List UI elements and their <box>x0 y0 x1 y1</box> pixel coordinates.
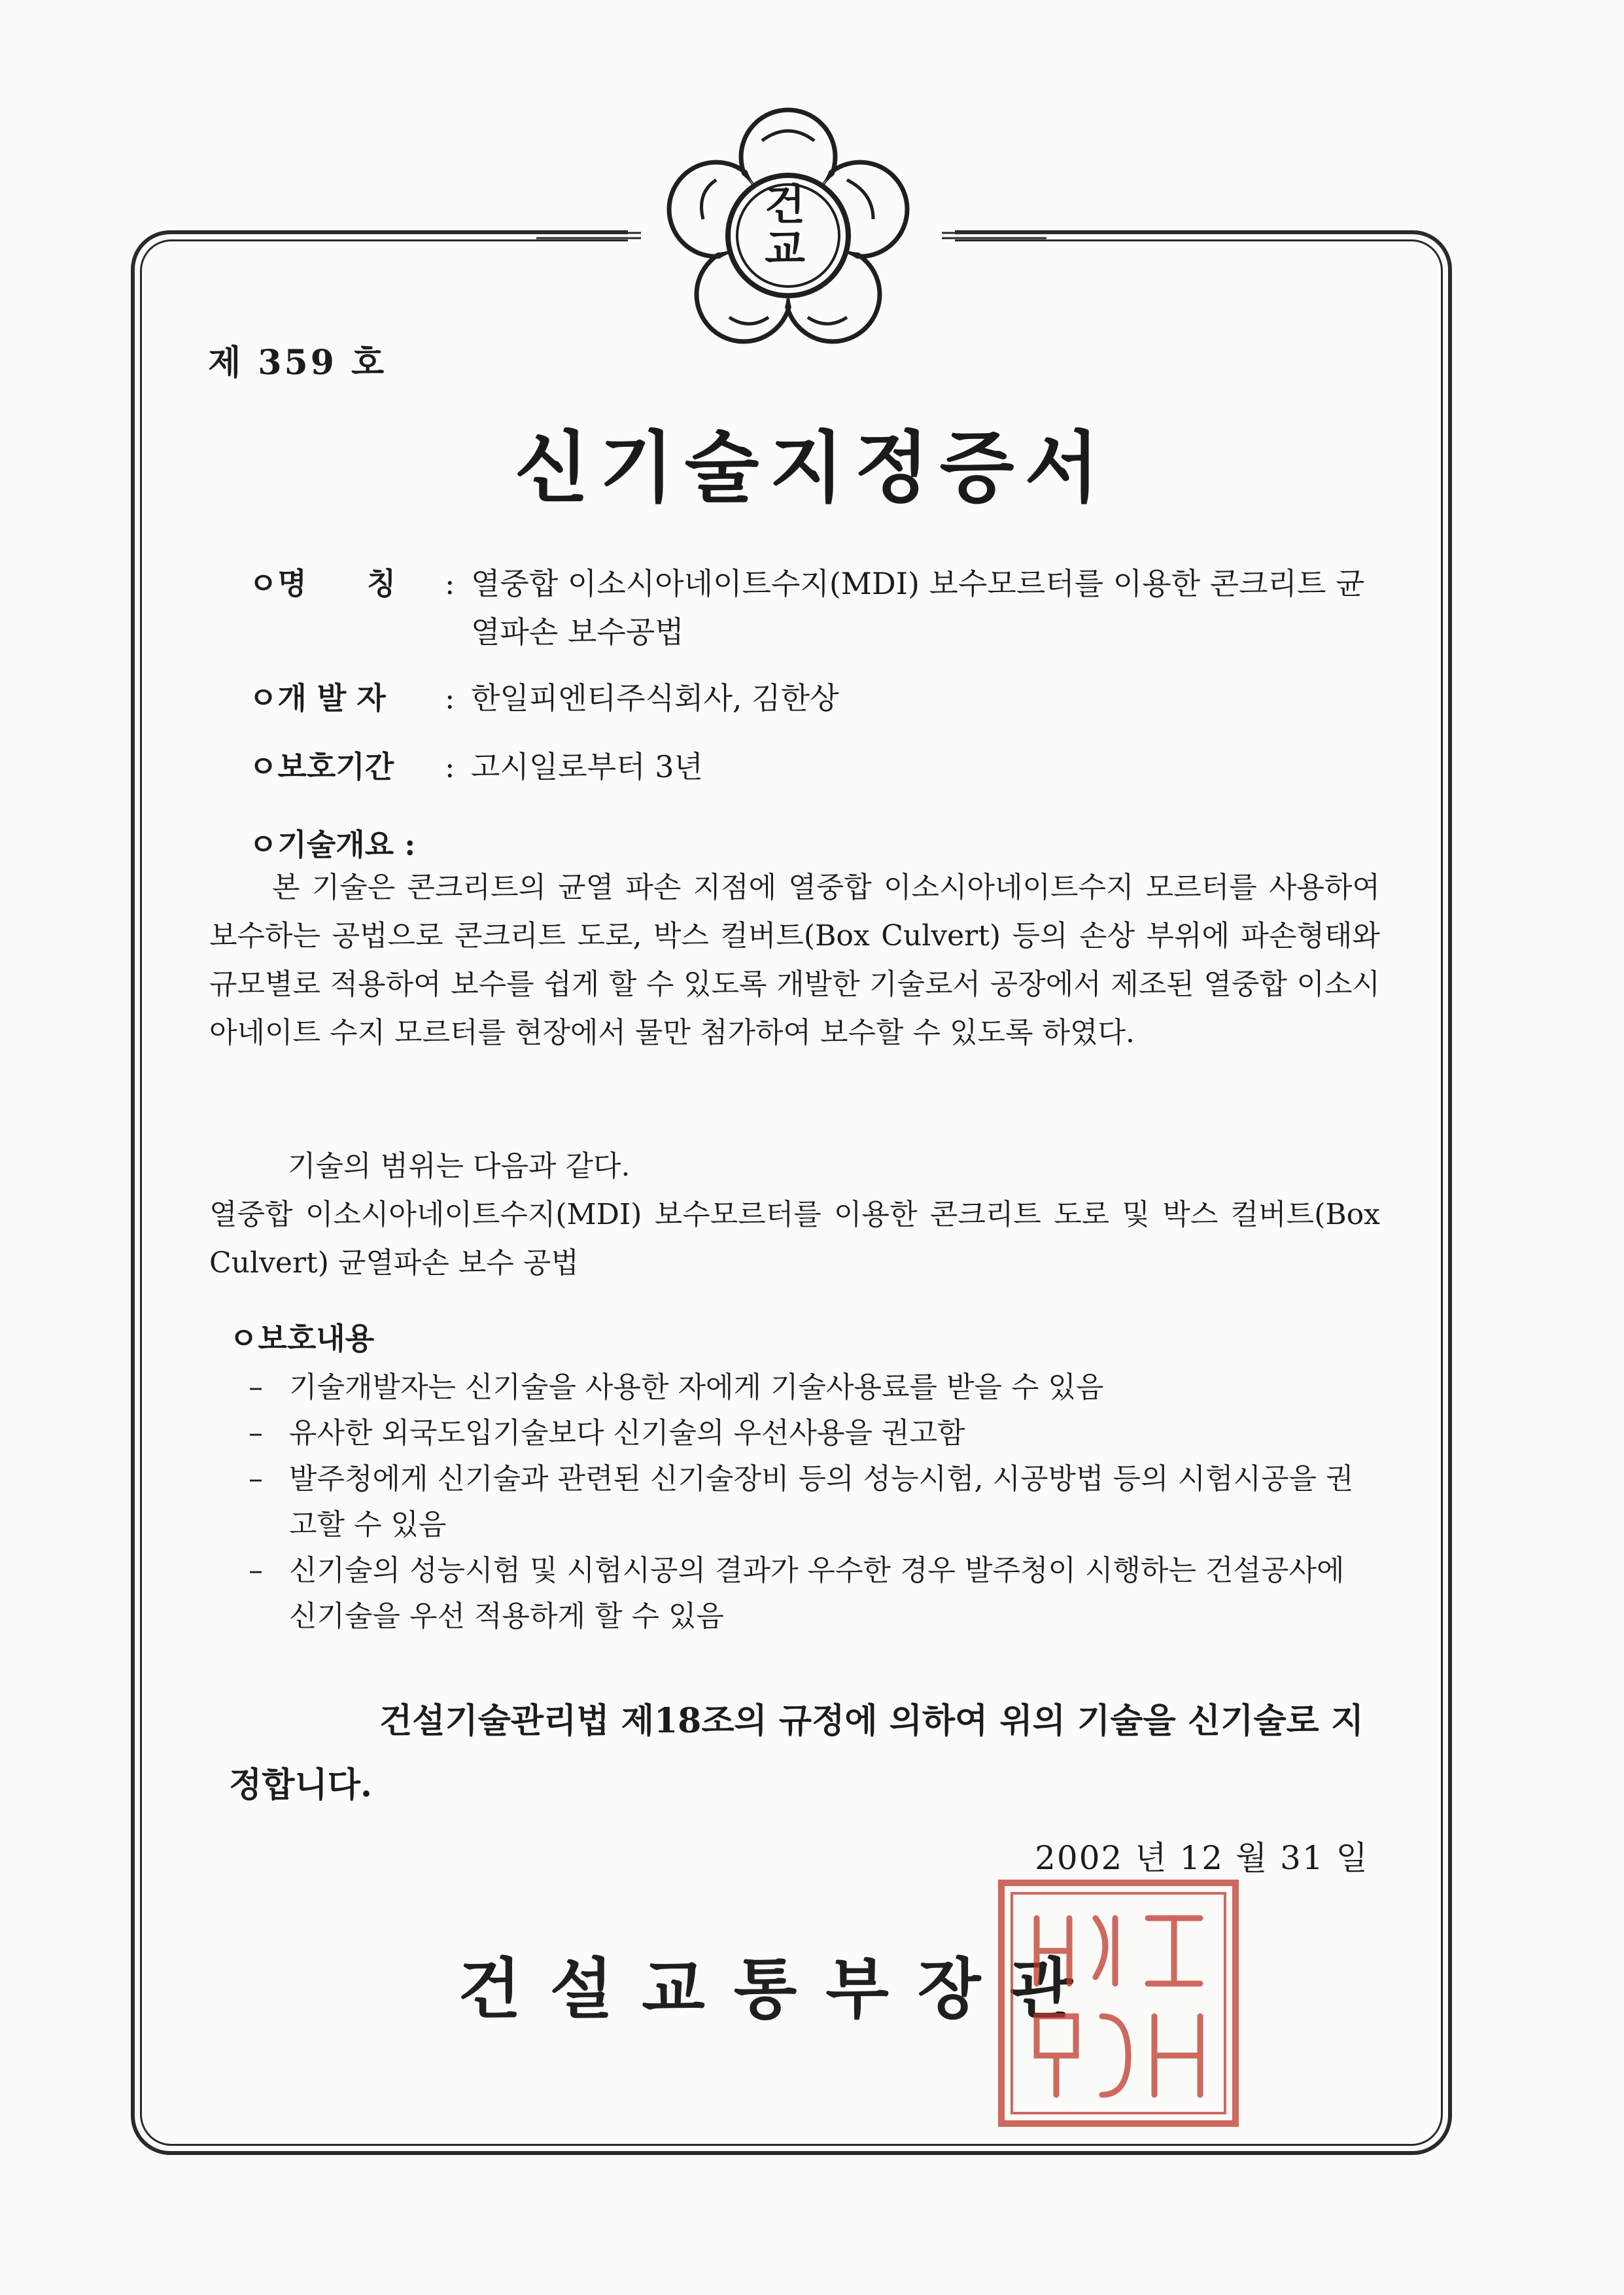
field-value: 고시일로부터 3년 <box>471 749 703 784</box>
protection-item: – 신기술의 성능시험 및 시험시공의 결과가 우수한 경우 발주청이 시행하는 건설공사에 신기술을 우선 적용하게 할 수 있음 <box>249 1554 1345 1633</box>
protection-list <box>249 1365 1373 1639</box>
issuer-title: 건설교통부장관 <box>458 1951 1102 2027</box>
protection-item: – 발주청에게 신기술과 관련된 신기술장비 등의 성능시험, 시공방법 등의 시험시공을 권고할 수 있음 <box>249 1462 1354 1541</box>
certificate-number: 제 359 호 <box>208 343 387 383</box>
field-colon: : <box>445 680 455 716</box>
field-protection-period <box>249 743 1393 791</box>
field-label: ㅇ보호기간 <box>249 749 394 784</box>
emblem-text: 건 교 <box>765 181 805 274</box>
protection-heading: ㅇ보호내용 <box>229 1321 375 1356</box>
field-name <box>249 559 1393 656</box>
field-value: 열중합 이소시아네이트수지(MDI) 보수모르터를 이용한 콘크리트 균열파손 보수공법 <box>471 566 1365 650</box>
scope-body: 열중합 이소시아네이트수지(MDI) 보수모르터를 이용한 콘크리트 도로 및 박스 컬버트(Box Culvert) 균열파손 보수 공법 <box>209 1198 1380 1280</box>
designation-statement: 건설기술관리법 제18조의 규정에 의하여 위의 기술을 신기술로 지정합니다. <box>229 1701 1364 1805</box>
emblem-left-ornament <box>536 229 641 243</box>
official-seal-icon <box>997 1879 1239 2128</box>
field-label: ㅇ개 발 자 <box>249 680 386 716</box>
field-colon: : <box>445 749 455 784</box>
overview-body: 본 기술은 콘크리트의 균열 파손 지점에 열중합 이소시아네이트수지 모르터를 사용하여 보수하는 공법으로 콘크리트 도로, 박스 컬버트(Box Culvert) 등의 손상 부위에 파손형태와 규모별로 적용하여 보수를 쉽게 할 수 있도록 개발한 기술로서 공장에서 제조된 열중합 이소시아네이트 수지 모르터를 현장에서 물만 첨가하여 보수할 수 있도록 하였다. <box>209 871 1380 1049</box>
protection-item: – 기술개발자는 신기술을 사용한 자에게 기술사용료를 받을 수 있음 <box>249 1371 1104 1404</box>
field-developer <box>249 674 1393 722</box>
field-value: 한일피엔티주식회사, 김한상 <box>471 680 839 716</box>
issue-date: 2002 년 12 월 31 일 <box>1035 1839 1369 1877</box>
emblem-right-ornament <box>942 229 1046 243</box>
protection-item: – 유사한 외국도입기술보다 신기술의 우선사용을 권고함 <box>249 1416 965 1450</box>
overview-heading: ㅇ기술개요 : <box>249 827 416 862</box>
certificate-title: 신기술지정증서 <box>514 423 1110 513</box>
field-colon: : <box>445 566 455 601</box>
scope-intro: 기술의 범위는 다음과 같다. <box>288 1149 631 1183</box>
field-label: ㅇ명 칭 <box>249 566 396 601</box>
